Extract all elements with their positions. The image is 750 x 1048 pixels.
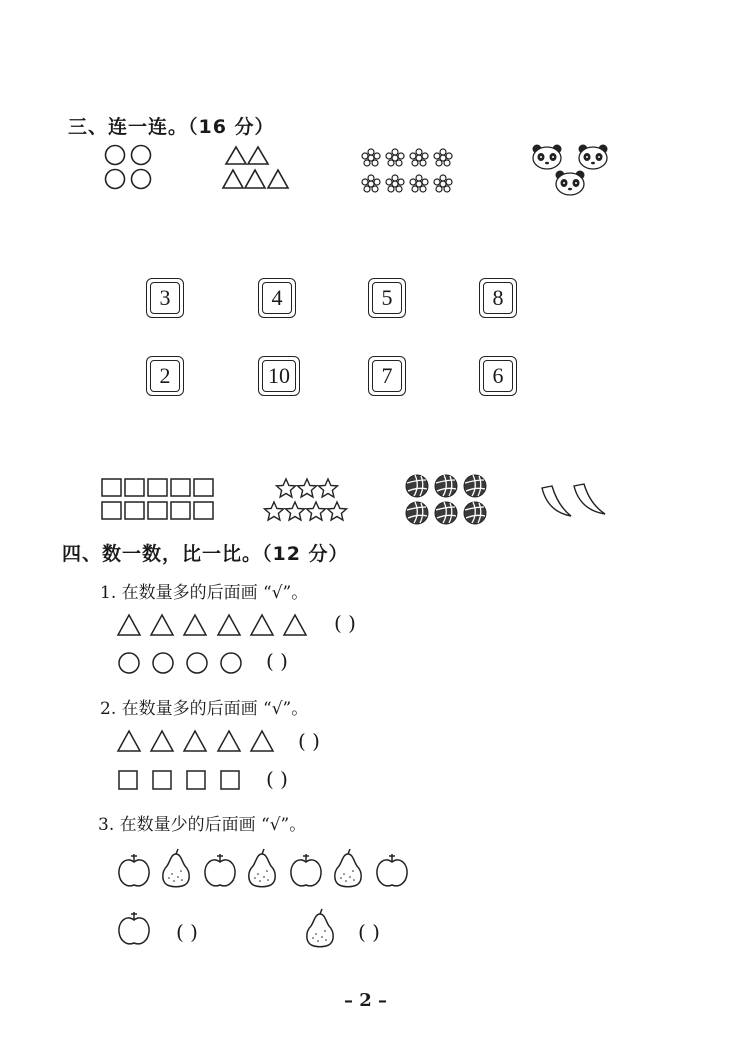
triangles-row-q2	[118, 728, 278, 754]
number-box: 8	[483, 282, 513, 314]
triangles-group	[222, 143, 296, 193]
page-number: – 2 –	[344, 990, 388, 1011]
answer-blank-pear[interactable]: ( )	[358, 920, 380, 944]
question-3-prompt: 3. 在数量少的后面画 “√”。	[98, 815, 307, 835]
squares-row-q2	[118, 770, 244, 792]
number-box: 6	[483, 360, 513, 392]
number-box: 4	[262, 282, 292, 314]
section4-title: 四、数一数，比一比。（12 分）	[62, 543, 349, 565]
answer-blank[interactable]: ( )	[298, 729, 320, 753]
volleyballs-group	[402, 473, 494, 527]
pear-icon	[300, 904, 340, 950]
number-box: 3	[150, 282, 180, 314]
bananas-group	[538, 482, 610, 524]
number-box: 7	[372, 360, 402, 392]
flowers-group	[360, 146, 466, 198]
squares-group	[100, 477, 218, 523]
circles-row-q1	[118, 651, 248, 677]
question-1-prompt: 1. 在数量多的后面画 “√”。	[100, 583, 309, 603]
answer-blank[interactable]: ( )	[266, 649, 288, 673]
number-box: 5	[372, 282, 402, 314]
answer-blank[interactable]: ( )	[334, 611, 356, 635]
number-box: 2	[150, 360, 180, 392]
answer-blank[interactable]: ( )	[266, 767, 288, 791]
section3-title: 三、连一连。（16 分）	[68, 116, 275, 138]
apple-icon	[116, 906, 152, 948]
answer-blank-apple[interactable]: ( )	[176, 920, 198, 944]
number-box: 10	[262, 360, 296, 392]
question-2-prompt: 2. 在数量多的后面画 “√”。	[100, 699, 309, 719]
stars-group	[262, 477, 360, 525]
circles-group	[104, 143, 158, 193]
triangles-row-q1	[118, 612, 314, 638]
pandas-group	[528, 142, 616, 200]
apples-pears-row	[116, 848, 412, 890]
